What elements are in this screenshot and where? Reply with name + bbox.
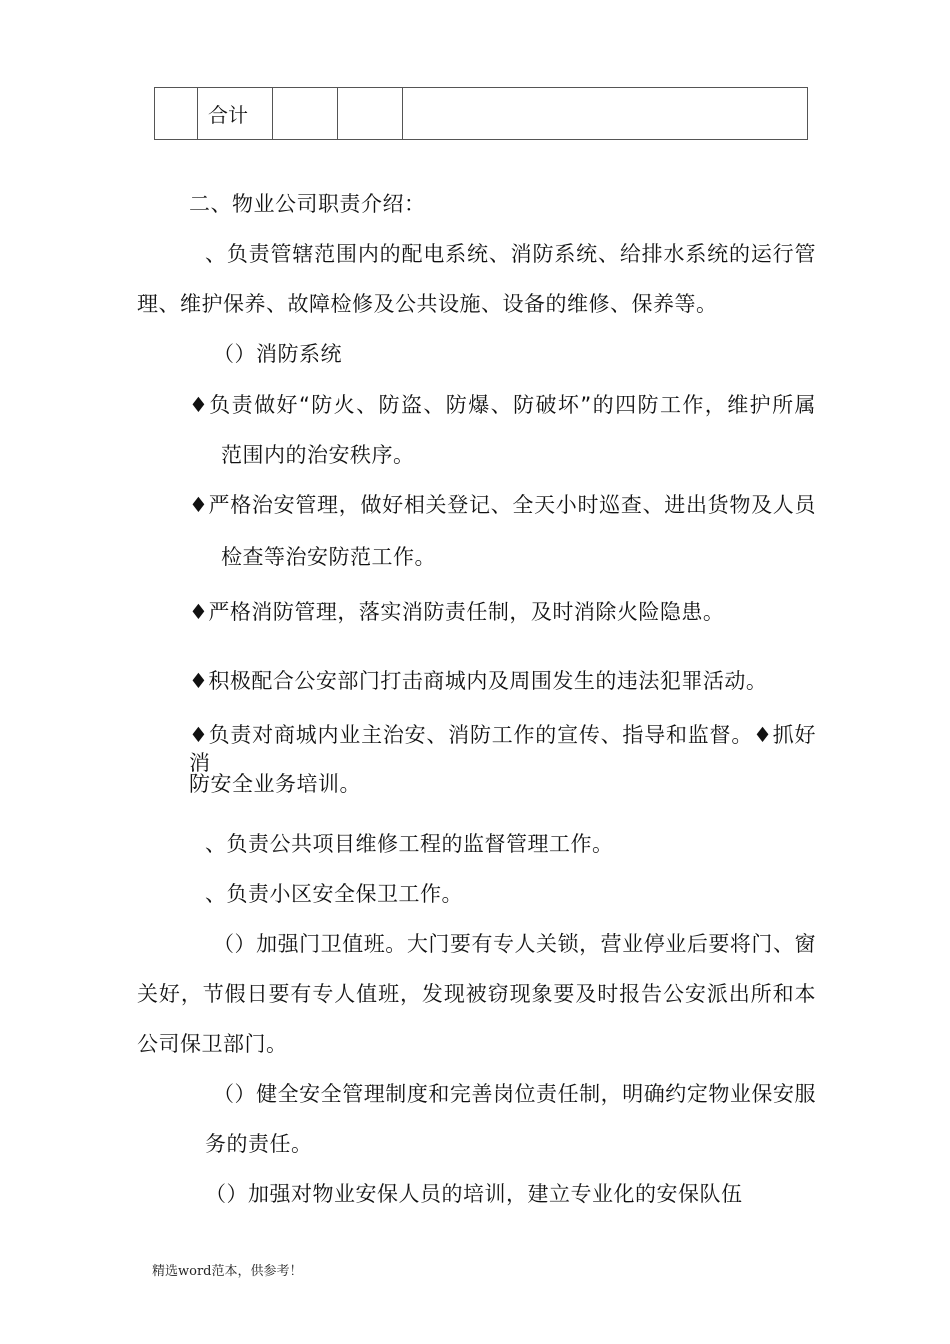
paragraph-line: 关好，节假日要有专人值班，发现被窃现象要及时报告公安派出所和本	[137, 982, 816, 1006]
paragraph-line: 、负责管辖范围内的配电系统、消防系统、给排水系统的运行管	[205, 242, 816, 266]
bullet-continuation: 防安全业务培训。	[189, 772, 361, 796]
paragraph-line: （）加强门卫值班。大门要有专人关锁，营业停业后要将门、窗	[213, 932, 816, 956]
bullet-line: ♦严格治安管理，做好相关登记、全天小时巡查、进出货物及人员	[189, 493, 816, 517]
summary-table	[154, 87, 808, 140]
paragraph-line: （）健全安全管理制度和完善岗位责任制，明确约定物业保安服	[213, 1082, 816, 1106]
bullet-line: ♦严格消防管理，落实消防责任制，及时消除火险隐患。	[189, 600, 725, 624]
paragraph-line: （）加强对物业安保人员的培训，建立专业化的安保队伍	[205, 1182, 743, 1206]
page-footer: 精选word范本，供参考！	[152, 1264, 303, 1279]
table-cell	[273, 88, 338, 140]
paragraph-line: 务的责任。	[205, 1132, 313, 1156]
bullet-continuation: 范围内的治安秩序。	[221, 443, 415, 467]
table-cell-total-label: 合计	[198, 88, 273, 140]
paragraph-line: 、负责小区安全保卫工作。	[205, 882, 463, 906]
paragraph-line: 、负责公共项目维修工程的监督管理工作。	[205, 832, 614, 856]
table-cell	[155, 88, 198, 140]
paragraph-line: 公司保卫部门。	[137, 1032, 288, 1056]
paragraph-line: 理、维护保养、故障检修及公共设施、设备的维修、保养等。	[137, 292, 718, 316]
table-cell	[403, 88, 808, 140]
bullet-continuation: 检查等治安防范工作。	[221, 545, 436, 569]
section-heading: 二、物业公司职责介绍：	[189, 192, 426, 216]
subheading: （）消防系统	[213, 342, 342, 366]
bullet-line: ♦积极配合公安部门打击商城内及周围发生的违法犯罪活动。	[189, 669, 768, 693]
bullet-line: ♦负责做好“防火、防盗、防爆、防破坏”的四防工作，维护所属	[189, 393, 816, 417]
table-cell	[338, 88, 403, 140]
bullet-line: ♦负责对商城内业主治安、消防工作的宣传、指导和监督。♦抓好消	[189, 723, 816, 775]
table-row	[155, 88, 808, 140]
